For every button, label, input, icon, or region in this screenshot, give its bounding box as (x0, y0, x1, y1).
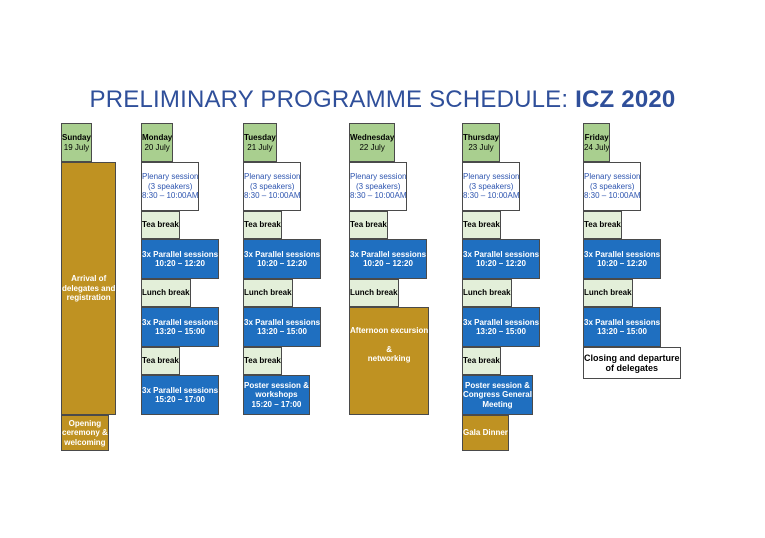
lunch-break (583, 279, 633, 307)
opening-line-2: ceremony & (62, 428, 108, 438)
parallel-label: 3x Parallel sessions (463, 317, 540, 327)
arrival-registration (61, 162, 116, 415)
day-date: 22 July (359, 142, 385, 152)
parallel-label: 3x Parallel sessions (142, 249, 219, 259)
parallel-session-1 (349, 239, 427, 279)
plenary-session (141, 162, 199, 211)
plenary-time: 8:30 – 10:00AM (584, 191, 641, 201)
closing-line-1: Closing and departure (584, 352, 680, 363)
parallel-time: 10:20 – 12:20 (476, 259, 526, 268)
parallel-time: 13:20 – 15:00 (155, 327, 205, 336)
lunch-label: Lunch break (350, 288, 398, 298)
opening-line-3: welcoming (64, 437, 106, 447)
day-date: 24 July (584, 142, 610, 152)
excursion-line-1: Afternoon excursion (350, 326, 429, 335)
tea-break (462, 211, 501, 239)
parallel-time: 10:20 – 12:20 (363, 259, 413, 268)
poster-line-1: Poster session & (244, 380, 309, 390)
day-date: 23 July (468, 142, 494, 152)
day-header-wednesday (349, 123, 395, 162)
excursion-line-2: & (386, 344, 392, 354)
parallel-session-1 (462, 239, 540, 279)
afternoon-excursion (349, 307, 429, 415)
day-date: 20 July (144, 142, 170, 152)
parallel-session-2 (583, 307, 661, 347)
plenary-title: Plenary session (463, 172, 520, 182)
tea-break (462, 347, 501, 375)
tea-label: Tea break (142, 356, 179, 366)
parallel-time: 15:20 – 17:00 (155, 395, 205, 404)
plenary-speakers: (3 speakers) (356, 181, 401, 191)
plenary-title: Plenary session (350, 172, 407, 182)
parallel-session-2 (141, 307, 219, 347)
plenary-speakers: (3 speakers) (469, 181, 514, 191)
tea-label: Tea break (244, 356, 281, 366)
tea-label: Tea break (142, 220, 179, 230)
parallel-time: 10:20 – 12:20 (155, 259, 205, 268)
parallel-session-2 (243, 307, 321, 347)
lunch-label: Lunch break (584, 288, 632, 298)
plenary-speakers: (3 speakers) (250, 181, 295, 191)
tea-label: Tea break (463, 220, 500, 230)
poster-session-workshops (243, 375, 310, 415)
gala-label: Gala Dinner (463, 428, 508, 438)
parallel-time: 10:20 – 12:20 (257, 259, 307, 268)
plenary-session (349, 162, 407, 211)
parallel-session-1 (583, 239, 661, 279)
plenary-speakers: (3 speakers) (590, 181, 635, 191)
opening-line-1: Opening (68, 418, 102, 428)
tea-break (243, 347, 282, 375)
closing-departure (583, 347, 681, 379)
plenary-title: Plenary session (584, 172, 641, 182)
parallel-label: 3x Parallel sessions (244, 249, 321, 259)
day-name: Tuesday (244, 133, 276, 142)
lunch-label: Lunch break (142, 288, 190, 298)
day-header-monday (141, 123, 173, 162)
tea-break (141, 211, 180, 239)
poster-line-2: Congress General (463, 390, 532, 400)
lunch-label: Lunch break (244, 288, 292, 298)
plenary-title: Plenary session (244, 172, 301, 182)
tea-break (141, 347, 180, 375)
poster-session-general-meeting (462, 375, 533, 415)
parallel-session-1 (141, 239, 219, 279)
opening-ceremony (61, 415, 109, 451)
tea-break (243, 211, 282, 239)
excursion-line-3: networking (367, 354, 411, 363)
title-main: PRELIMINARY PROGRAMME SCHEDULE: (89, 86, 569, 113)
arrival-line-2: delegates and (62, 283, 116, 293)
parallel-label: 3x Parallel sessions (142, 317, 219, 327)
tea-label: Tea break (463, 356, 500, 366)
day-header-sunday (61, 123, 92, 162)
plenary-time: 8:30 – 10:00AM (142, 191, 199, 201)
arrival-line-1: Arrival of (71, 274, 107, 284)
day-date: 19 July (63, 142, 90, 152)
parallel-label: 3x Parallel sessions (244, 317, 321, 327)
parallel-session-3 (141, 375, 219, 415)
page-title (0, 86, 765, 114)
poster-line-3: Meeting (482, 399, 513, 409)
plenary-time: 8:30 – 10:00AM (350, 191, 407, 201)
tea-label: Tea break (584, 220, 621, 230)
lunch-break (349, 279, 399, 307)
poster-line-2: workshops (255, 390, 298, 400)
parallel-time: 13:20 – 15:00 (597, 327, 647, 336)
parallel-session-1 (243, 239, 321, 279)
plenary-session (462, 162, 520, 211)
tea-label: Tea break (244, 220, 281, 230)
poster-line-1: Poster session & (465, 380, 530, 390)
day-name: Wednesday (350, 133, 395, 142)
poster-line-3: 15:20 – 17:00 (251, 399, 302, 409)
plenary-session (243, 162, 301, 211)
day-header-friday (583, 123, 610, 162)
lunch-break (141, 279, 191, 307)
tea-break (583, 211, 622, 239)
tea-break (349, 211, 388, 239)
parallel-label: 3x Parallel sessions (350, 249, 427, 259)
arrival-line-3: registration (66, 293, 111, 303)
plenary-time: 8:30 – 10:00AM (463, 191, 520, 201)
parallel-time: 13:20 – 15:00 (476, 327, 526, 336)
day-name: Monday (142, 133, 173, 142)
plenary-time: 8:30 – 10:00AM (244, 191, 301, 201)
gala-dinner (462, 415, 509, 451)
parallel-label: 3x Parallel sessions (142, 385, 219, 395)
day-header-tuesday (243, 123, 277, 162)
day-name: Friday (584, 133, 609, 142)
day-date: 21 July (247, 142, 273, 152)
parallel-time: 10:20 – 12:20 (597, 259, 647, 268)
day-name: Sunday (62, 133, 91, 142)
parallel-time: 13:20 – 15:00 (257, 327, 307, 336)
day-header-thursday (462, 123, 500, 162)
plenary-session (583, 162, 641, 211)
closing-line-2: of delegates (605, 363, 659, 373)
lunch-break (243, 279, 293, 307)
tea-label: Tea break (350, 220, 387, 230)
lunch-label: Lunch break (463, 288, 511, 298)
lunch-break (462, 279, 512, 307)
parallel-session-2 (462, 307, 540, 347)
parallel-label: 3x Parallel sessions (584, 317, 661, 327)
plenary-title: Plenary session (142, 172, 199, 182)
parallel-label: 3x Parallel sessions (584, 249, 661, 259)
day-name: Thursday (463, 133, 500, 142)
title-event: ICZ 2020 (575, 86, 676, 113)
plenary-speakers: (3 speakers) (148, 181, 193, 191)
parallel-label: 3x Parallel sessions (463, 249, 540, 259)
